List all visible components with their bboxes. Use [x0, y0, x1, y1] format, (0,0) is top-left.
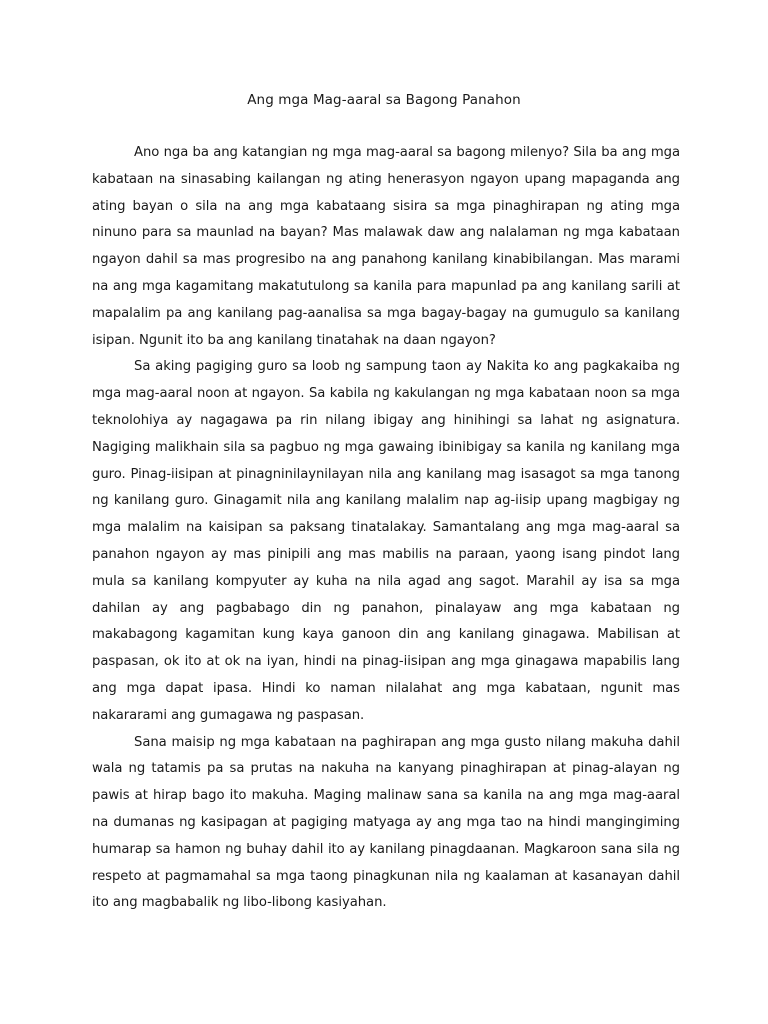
- document-body: [92, 140, 680, 917]
- paragraph-3: Sana maisip ng mga kabataan na paghirapan ang mga gusto nilang makuha dahil wala ng tatamis pa sa prutas na nakuha na kanyang pinaghirapan at pinag-alayan ng pawis at hirap bago ito makuha. Maging malinaw sana sa kanila na ang mga mag-aaral na dumanas ng kasipagan at pagiging matyaga ay ang mga tao na hindi mangingiming humarap sa hamon ng buhay dahil ito ay kanilang pinagdaanan. Magkaroon sana sila ng respeto at pagmamahal sa mga taong pinagkunan nila ng kaalaman at kasanayan dahil ito ang magbabalik ng libo-libong kasiyahan.: [92, 734, 680, 911]
- paragraph-2: Sa aking pagiging guro sa loob ng sampung taon ay Nakita ko ang pagkakaiba ng mga mag-aaral noon at ngayon. Sa kabila ng kakulangan ng mga kabataan noon sa mga teknolohiya ay nagagawa pa rin nilang ibigay ang hinihingi sa lahat ng asignatura. Nagiging malikhain sila sa pagbuo ng mga gawaing ibinibigay sa kanila ng kanilang mga guro. Pinag-iisipan at pinagninilaynilayan nila ang kanilang mag isasagot sa mga tanong ng kanilang guro. Ginagamit nila ang kanilang malalim nap ag-iisip upang magbigay ng mga malalim na kaisipan sa paksang tinatalakay. Samantalang ang mga mag-aaral sa panahon ngayon ay mas pinipili ang mas mabilis na paraan, yaong isang pindot lang mula sa kanilang kompyuter ay kuha na nila agad ang sagot. Marahil ay isa sa mga dahilan ay ang pagbabago din ng panahon, pinalayaw ang mga kabataan ng makabagong kagamitan kung kaya ganoon din ang kanilang ginagawa. Mabilisan at paspasan, ok ito at ok na iyan, hindi na pinag-iisipan ang mga ginagawa mapabilis lang ang mga dapat ipasa. Hindi ko naman nilalahat ang mga kabataan, ngunit mas nakararami ang gumagawa ng paspasan.: [92, 359, 680, 723]
- document-title: Ang mga Mag-aaral sa Bagong Panahon: [247, 92, 521, 108]
- paragraph-1: Ano nga ba ang katangian ng mga mag-aaral sa bagong milenyo? Sila ba ang mga kabataan na sinasabing kailangan ng ating henerasyon ngayon upang mapaganda ang ating bayan o sila na ang mga kabataang sisira sa mga pinaghirapan ng ating mga ninuno para sa maunlad na bayan? Mas malawak daw ang nalalaman ng mga kabataan ngayon dahil sa mas progresibo na ang panahong kanilang kinabibilangan. Mas marami na ang mga kagamitang makatutulong sa kanila para mapunlad pa ang kanilang sarili at mapalalim pa ang kanilang pag-aanalisa sa mga bagay-bagay na gumugulo sa kanilang isipan. Ngunit ito ba ang kanilang tinatahak na daan ngayon?: [92, 145, 680, 348]
